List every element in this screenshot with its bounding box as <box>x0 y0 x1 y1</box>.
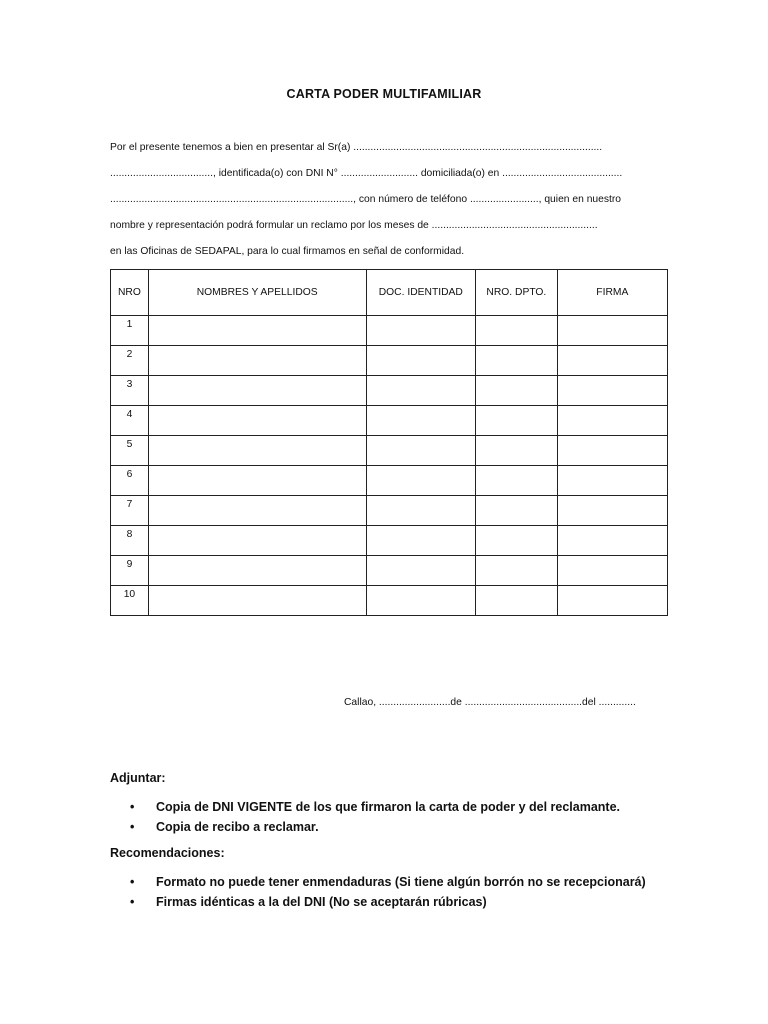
paragraph-line-3: ....................................................................................., con número de teléfono ........................, quien en nuestro <box>110 194 622 205</box>
cell-doc-identidad[interactable] <box>366 376 476 406</box>
cell-doc-identidad[interactable] <box>366 316 476 346</box>
cell-nro: 6 <box>111 466 149 496</box>
paragraph-line-1: Por el presente tenemos a bien en presentar al Sr(a) ....................................................................................... <box>110 142 603 153</box>
column-header-nro-dpto: NRO. DPTO. <box>476 270 558 316</box>
list-item-text: Copia de DNI VIGENTE de los que firmaron la carta de poder y del reclamante. <box>156 800 621 814</box>
cell-firma[interactable] <box>557 466 667 496</box>
cell-firma[interactable] <box>557 406 667 436</box>
table-header-row <box>111 270 668 316</box>
cell-nombres[interactable] <box>148 376 366 406</box>
table-row <box>111 376 668 406</box>
adjuntar-heading: Adjuntar: <box>110 771 166 785</box>
cell-nro-dpto[interactable] <box>476 586 558 616</box>
cell-nombres[interactable] <box>148 586 366 616</box>
cell-doc-identidad[interactable] <box>366 466 476 496</box>
cell-doc-identidad[interactable] <box>366 436 476 466</box>
cell-doc-identidad[interactable] <box>366 406 476 436</box>
cell-nro: 5 <box>111 436 149 466</box>
list-item-text: Firmas idénticas a la del DNI (No se aceptarán rúbricas) <box>156 895 487 909</box>
cell-nro-dpto[interactable] <box>476 436 558 466</box>
cell-nro: 4 <box>111 406 149 436</box>
cell-nro-dpto[interactable] <box>476 346 558 376</box>
cell-doc-identidad[interactable] <box>366 526 476 556</box>
cell-nro-dpto[interactable] <box>476 556 558 586</box>
cell-nro: 3 <box>111 376 149 406</box>
cell-doc-identidad[interactable] <box>366 346 476 376</box>
table-row <box>111 346 668 376</box>
cell-nro-dpto[interactable] <box>476 496 558 526</box>
cell-firma[interactable] <box>557 376 667 406</box>
cell-firma[interactable] <box>557 436 667 466</box>
bullet-icon: • <box>130 800 135 814</box>
list-item <box>130 892 646 912</box>
cell-nro: 9 <box>111 556 149 586</box>
signatures-table <box>110 269 668 616</box>
bullet-icon: • <box>130 820 135 834</box>
column-header-nro: NRO <box>111 270 149 316</box>
cell-nombres[interactable] <box>148 346 366 376</box>
cell-firma[interactable] <box>557 496 667 526</box>
paragraph-line-2: ...................................., identificada(o) con DNI N° ........................... domiciliada(o) en .......................................... <box>110 168 623 179</box>
document-title: CARTA PODER MULTIFAMILIAR <box>286 87 482 101</box>
bullet-icon: • <box>130 875 135 889</box>
callao-date-line: Callao, .........................de .........................................del ............. <box>344 697 636 708</box>
cell-nombres[interactable] <box>148 496 366 526</box>
cell-firma[interactable] <box>557 316 667 346</box>
bullet-icon: • <box>130 895 135 909</box>
cell-firma[interactable] <box>557 556 667 586</box>
cell-nro: 8 <box>111 526 149 556</box>
cell-nro-dpto[interactable] <box>476 406 558 436</box>
list-item-text: Formato no puede tener enmendaduras (Si tiene algún borrón no se recepcionará) <box>156 875 646 889</box>
paragraph-line-5: en las Oficinas de SEDAPAL, para lo cual firmamos en señal de conformidad. <box>110 246 465 257</box>
table-row <box>111 586 668 616</box>
list-item <box>130 817 620 837</box>
table-row <box>111 526 668 556</box>
cell-nombres[interactable] <box>148 316 366 346</box>
cell-firma[interactable] <box>557 526 667 556</box>
cell-doc-identidad[interactable] <box>366 556 476 586</box>
cell-doc-identidad[interactable] <box>366 586 476 616</box>
cell-nombres[interactable] <box>148 466 366 496</box>
table-row <box>111 406 668 436</box>
cell-nro-dpto[interactable] <box>476 526 558 556</box>
cell-nro: 10 <box>111 586 149 616</box>
cell-nro-dpto[interactable] <box>476 376 558 406</box>
adjuntar-list <box>130 797 620 837</box>
cell-nro-dpto[interactable] <box>476 466 558 496</box>
cell-nro: 1 <box>111 316 149 346</box>
list-item <box>130 797 620 817</box>
table-row <box>111 466 668 496</box>
table-row <box>111 316 668 346</box>
cell-nro: 7 <box>111 496 149 526</box>
table-row <box>111 436 668 466</box>
paragraph-line-4: nombre y representación podrá formular un reclamo por los meses de .......................................................... <box>110 220 598 231</box>
cell-nombres[interactable] <box>148 556 366 586</box>
cell-nro: 2 <box>111 346 149 376</box>
column-header-nombres: NOMBRES Y APELLIDOS <box>148 270 366 316</box>
cell-doc-identidad[interactable] <box>366 496 476 526</box>
table-row <box>111 556 668 586</box>
cell-firma[interactable] <box>557 346 667 376</box>
recomendaciones-heading: Recomendaciones: <box>110 846 225 860</box>
cell-nombres[interactable] <box>148 526 366 556</box>
cell-firma[interactable] <box>557 586 667 616</box>
list-item-text: Copia de recibo a reclamar. <box>156 820 319 834</box>
column-header-firma: FIRMA <box>557 270 667 316</box>
cell-nombres[interactable] <box>148 406 366 436</box>
cell-nombres[interactable] <box>148 436 366 466</box>
list-item <box>130 872 646 892</box>
table-row <box>111 496 668 526</box>
recomendaciones-list <box>130 872 646 912</box>
cell-nro-dpto[interactable] <box>476 316 558 346</box>
column-header-doc-identidad: DOC. IDENTIDAD <box>366 270 476 316</box>
